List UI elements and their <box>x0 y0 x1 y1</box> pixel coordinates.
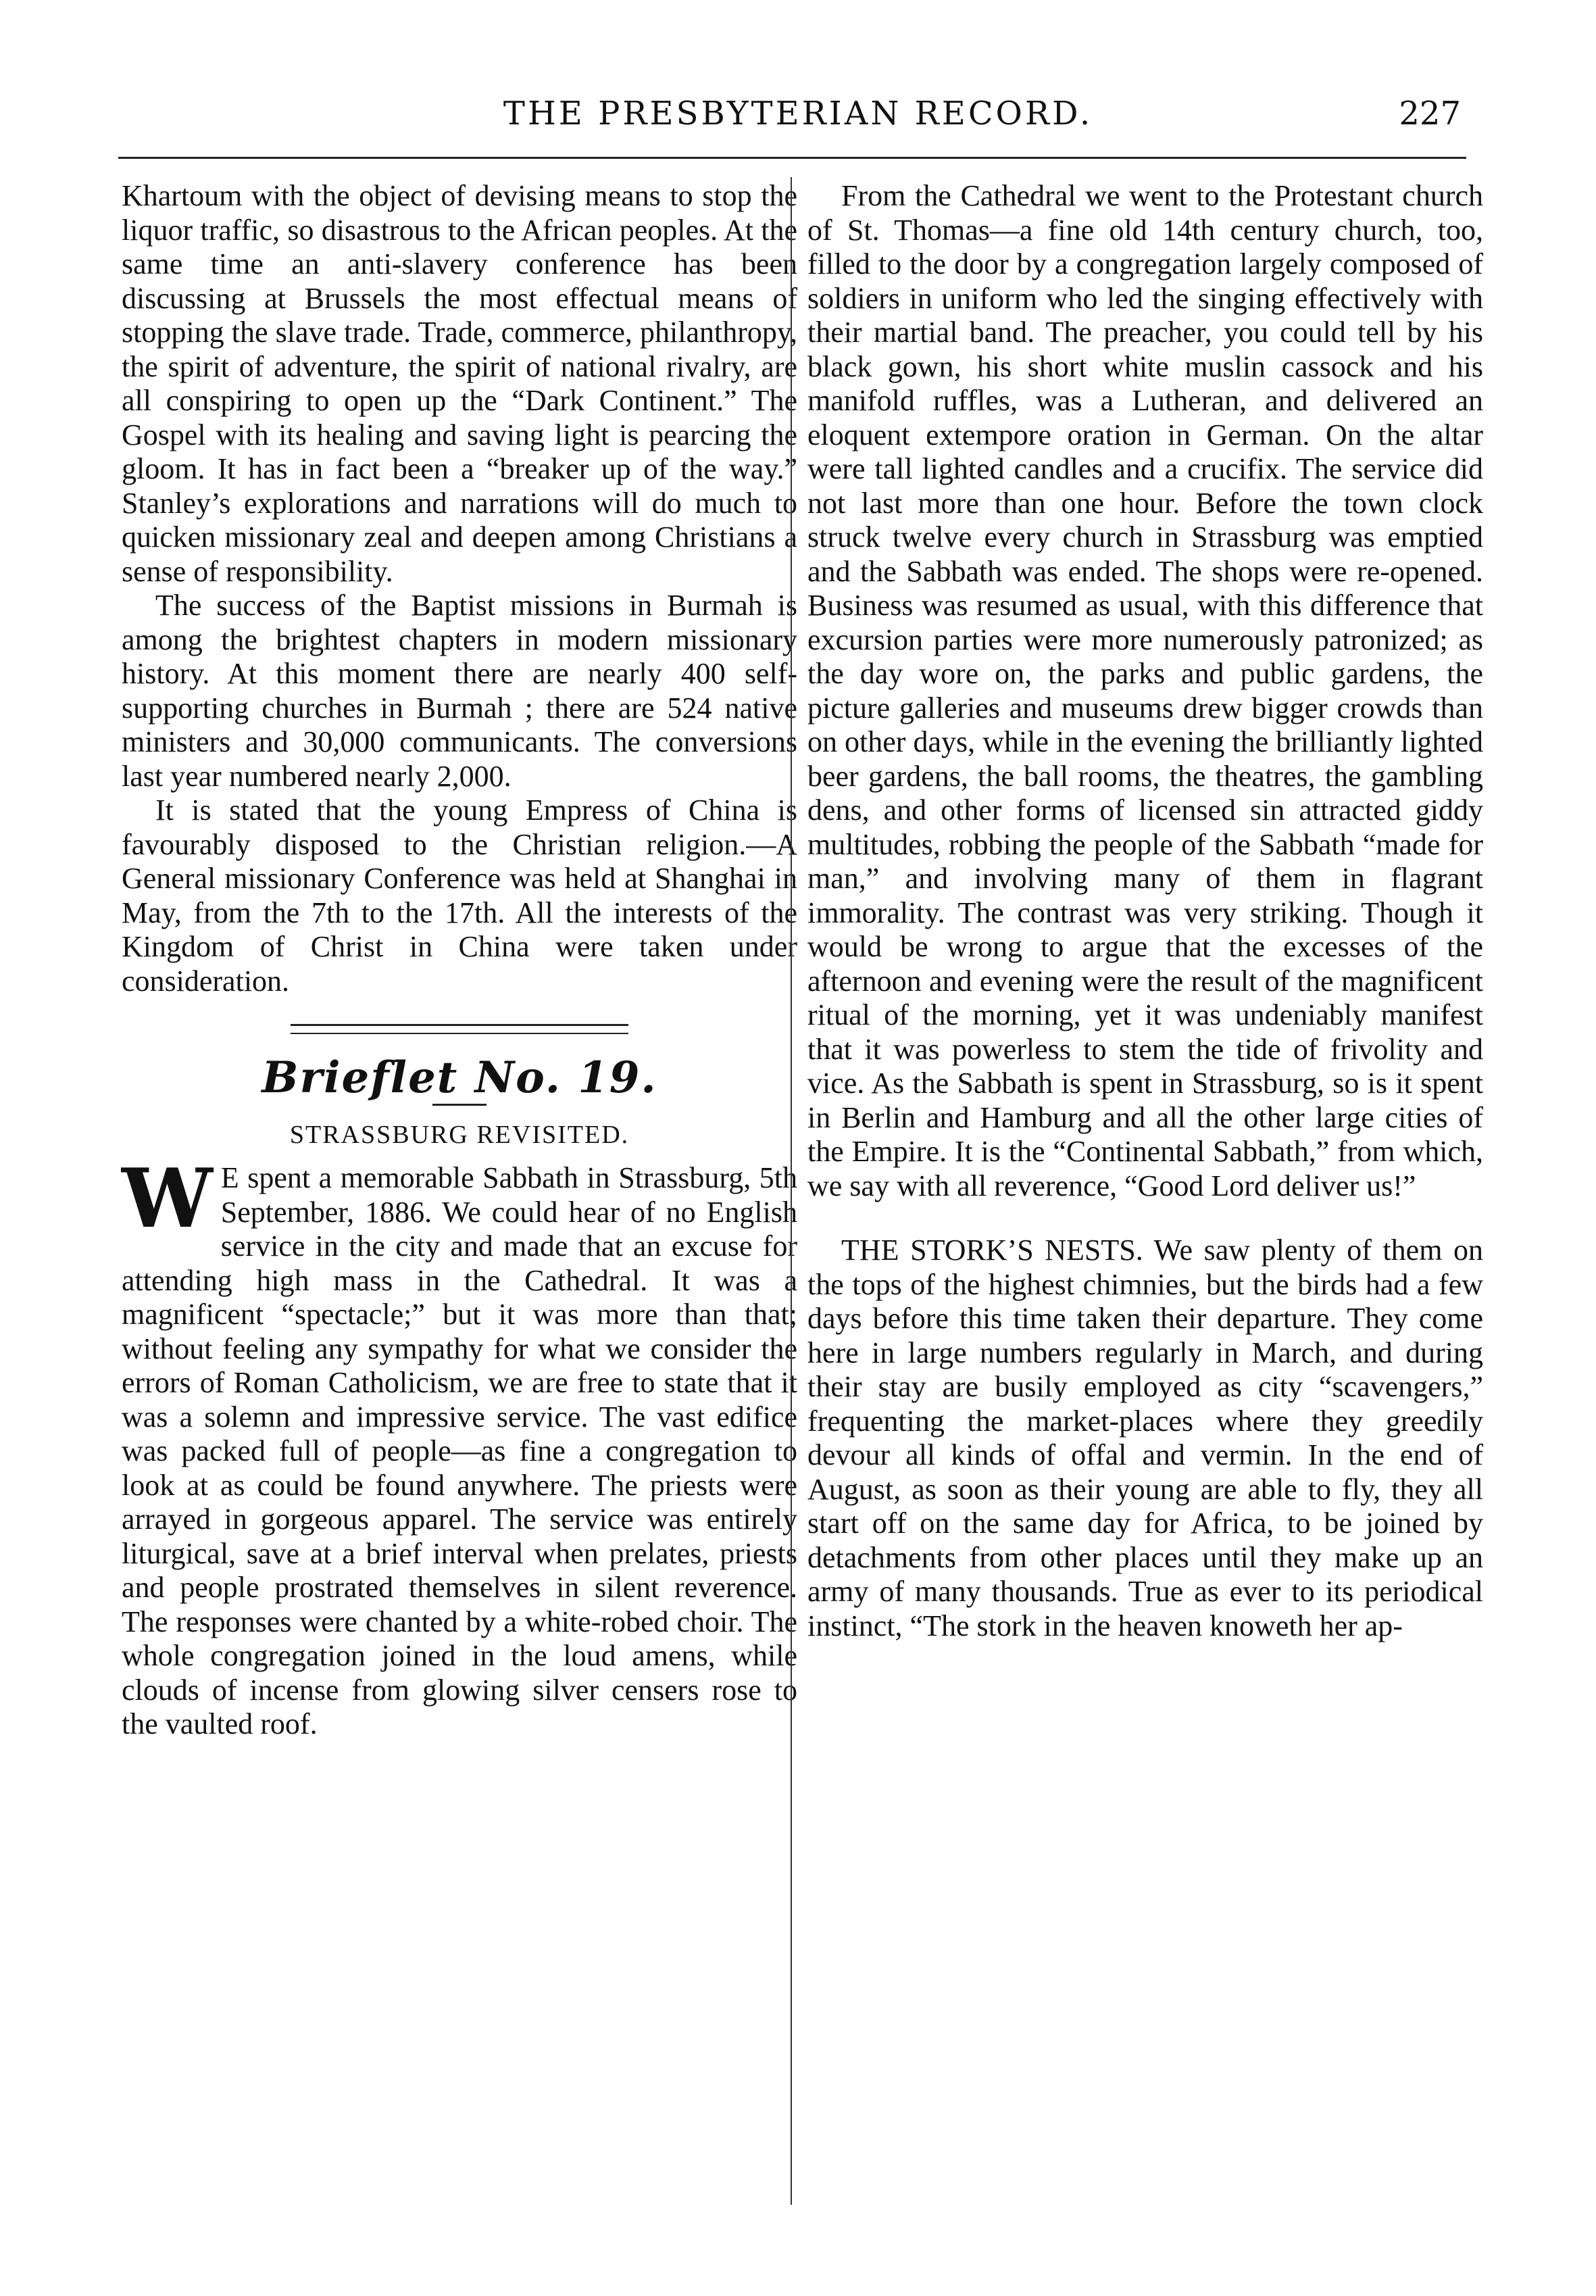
paragraph: It is stated that the young Empress of China is favourably disposed to the Christian religion.—A General missionary Conference was held at Shanghai in May, from the 7th to the 17th. All the interests of the Kingdom of Christ in China were taken under consideration. <box>122 793 797 998</box>
paragraph: The success of the Baptist missions in Burmah is among the brightest chapters in modern missionary history. At this moment there are nearly 400 self-supporting churches in Burmah ; there are 524 native ministers and 30,000 communicants. The conversions last year numbered nearly 2,000. <box>122 589 797 793</box>
right-column <box>807 179 1483 1643</box>
paragraph: Khartoum with the object of devising means to stop the liquor traffic, so disastrous to the African peoples. At the same time an anti-slavery conference has been discussing at Brussels the most effectual means of stopping the slave trade. Trade, commerce, philanthropy, the spirit of adventure, the spirit of national rivalry, are all conspiring to open up the “Dark Continent.” The Gospel with its healing and saving light is pearcing the gloom. It has in fact been a “breaker up of the way.” Stanley’s explorations and narrations will do much to quicken missionary zeal and deepen among Christians a sense of responsibility. <box>122 179 797 588</box>
section-divider <box>291 1024 628 1026</box>
article-body <box>122 1151 797 1742</box>
column-divider <box>791 177 792 2205</box>
paragraph: THE STORK’S NESTS. We saw plenty of them on the tops of the highest chimnies, but the birds had a few days before this time taken their departure. They come here in large numbers regularly in March, and during their stay are busily employed as city “scavengers,” frequenting the market-places where they greedily devour all kinds of offal and vermin. In the end of August, as soon as their young are able to fly, they all start off on the same day for Africa, to be joined by detachments from other places until they make up an army of many thousands. True as ever to its periodical instinct, “The stork in the heaven knoweth her ap- <box>807 1234 1483 1642</box>
section-subheading: STRASSBURG REVISITED. <box>289 1120 630 1149</box>
paragraph: From the Cathedral we went to the Protestant church of St. Thomas—a fine old 14th century church, too, filled to the door by a congregation largely composed of soldiers in uniform who led the singing effectively with their martial band. The preacher, you could tell by his black gown, his short white muslin cassock and his manifold ruffles, was a Lutheran, and delivered an eloquent extempore oration in German. On the altar were tall lighted candles and a crucifix. The service did not last more than one hour. Before the town clock struck twelve every church in Strassburg was emptied and the Sabbath was ended. The shops were re-opened. Business was resumed as usual, with this difference that excursion parties were more numerously patronized; as the day wore on, the parks and public gardens, the picture galleries and museums drew bigger crowds than on other days, while in the evening the brilliantly lighted beer gardens, the ball rooms, the theatres, the gambling dens, and other forms of licensed sin attracted giddy multitudes, robbing the people of the Sabbath “made for man,” and involving many of them in flagrant immorality. The contrast was very striking. Though it would be wrong to argue that the excesses of the afternoon and evening were the result of the magnificent ritual of the morning, yet it was undeniably manifest that it was powerless to stem the tide of frivolity and vice. As the Sabbath is spent in Strassburg, so is it spent in Berlin and Hamburg and all the other large cities of the Empire. It is the “Continental Sabbath,” from which, we say with all reverence, “Good Lord deliver us!” <box>807 179 1483 1202</box>
header-rule <box>118 157 1466 159</box>
left-column <box>122 179 797 1742</box>
article-text: E spent a memorable Sabbath in Strassburg, 5th September, 1886. We could hear of no English service in the city and made that an excuse for attending high mass in the Cathedral. It was a magnificent “spectacle;” but it was more than that; without feeling any sympathy for what we consider the errors of Roman Catholicism, we are free to state that it was a solemn and impressive service. The vast edifice was packed full of people—as fine a congregation to look at as could be found anywhere. The priests were arrayed in gorgeous apparel. The service was entirely liturgical, save at a brief interval when prelates, priests and people prostrated themselves in silent reverence. The responses were chanted by a white-robed choir. The whole congregation joined in the loud amens, while clouds of incense from glowing silver censers rose to the vaulted roof. <box>122 1161 797 1740</box>
section-heading: Brieflet No. 19. <box>261 1052 657 1103</box>
journal-title: THE PRESBYTERIAN RECORD. <box>503 95 1093 132</box>
drop-cap: W <box>122 1151 213 1246</box>
section-divider <box>291 1033 628 1034</box>
page-header <box>0 88 1596 142</box>
page-number: 227 <box>1399 95 1461 132</box>
heading-rule <box>432 1104 487 1106</box>
